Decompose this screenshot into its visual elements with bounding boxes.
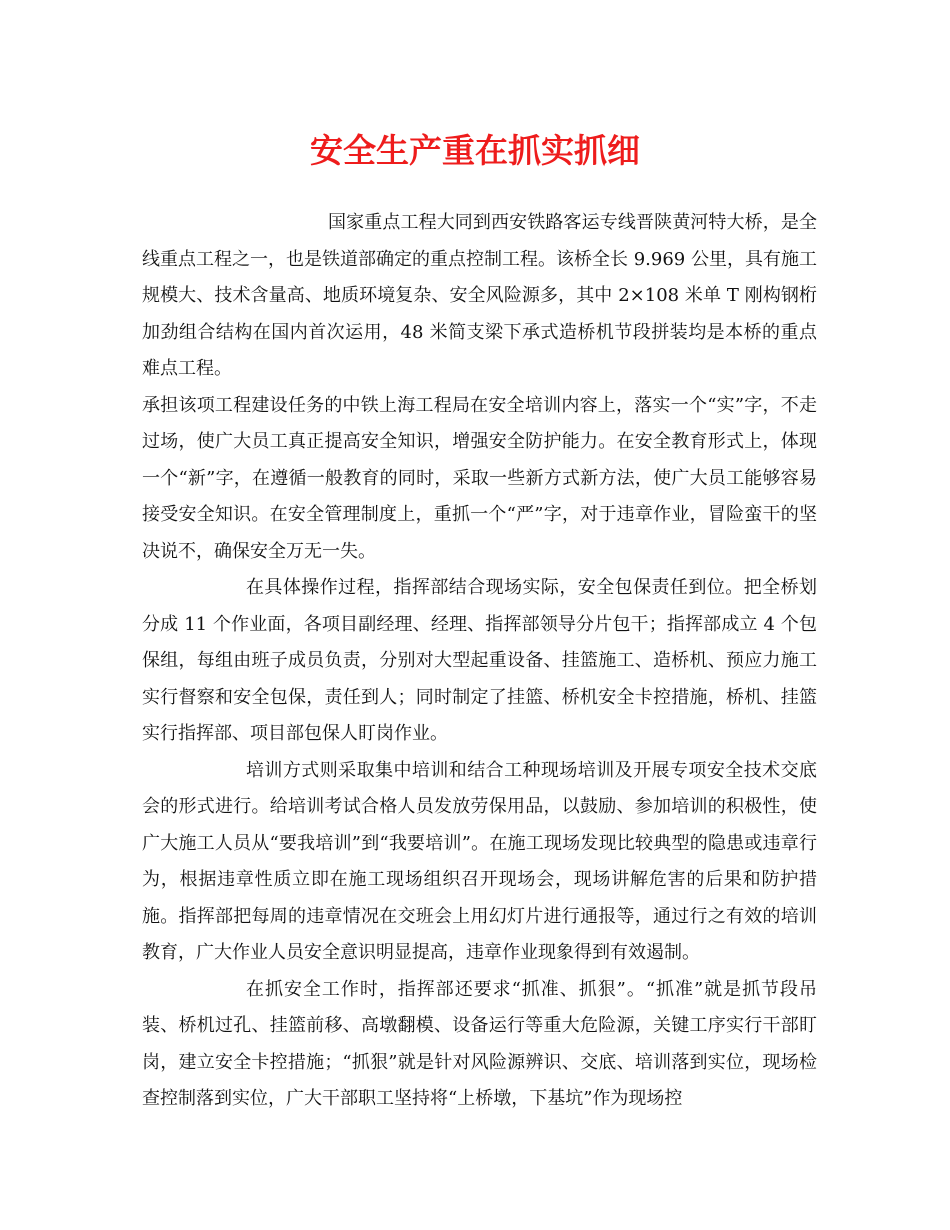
paragraph-3: 在具体操作过程，指挥部结合现场实际，安全包保责任到位。把全桥划分成 11 个作业面，各项目副经理、经理、指挥部领导分片包干；指挥部成立 4 个包保组，每组由班子成员负责，分别对大型起重设备、挂篮施工、造桥机、预应力施工实行督察和安全包保，责任到人；同时制定了挂篮、桥机安全卡控措施，桥机、挂篮实行指挥部、项目部包保人盯岗作业。 [142,577,817,744]
paragraph-4: 培训方式则采取集中培训和结合工种现场培训及开展专项安全技术交底会的形式进行。给培训考试合格人员发放劳保用品，以鼓励、参加培训的积极性，使广大施工人员从“要我培训”到“我要培训”。在施工现场发现比较典型的隐患或违章行为，根据违章性质立即在施工现场组织召开现场会，现场讲解危害的后果和防护措施。指挥部把每周的违章情况在交班会上用幻灯片进行通报等，通过行之有效的培训教育，广大作业人员安全意识明显提高，违章作业现象得到有效遏制。 [142,759,817,963]
document-body [142,205,817,1118]
paragraph-1: 国家重点工程大同到西安铁路客运专线晋陕黄河特大桥，是全线重点工程之一，也是铁道部确定的重点控制工程。该桥全长 9.969 公里，具有施工规模大、技术含量高、地质环境复杂、安全风险源多，其中 2×108 米单 T 刚构钢桁加劲组合结构在国内首次运用，48 米简支梁下承式造桥机节段拼装均是本桥的重点难点工程。 [142,212,817,379]
paragraph-2: 承担该项工程建设任务的中铁上海工程局在安全培训内容上，落实一个“实”字，不走过场，使广大员工真正提高安全知识，增强安全防护能力。在安全教育形式上，体现一个“新”字，在遵循一般教育的同时，采取一些新方式新方法，使广大员工能够容易接受安全知识。在安全管理制度上，重抓一个“严”字，对于违章作业，冒险蛮干的坚决说不，确保安全万无一失。 [142,394,817,562]
document-title: 安全生产重在抓实抓细 [310,131,640,170]
paragraph-5: 在抓安全工作时，指挥部还要求“抓准、抓狠”。“抓准”就是抓节段吊装、桥机过孔、挂篮前移、高墩翻模、设备运行等重大危险源，关键工序实行干部盯岗，建立安全卡控措施；“抓狠”就是针对风险源辨识、交底、培训落到实位，现场检查控制落到实位，广大干部职工坚持将“上桥墩，下基坑”作为现场控 [142,978,817,1109]
